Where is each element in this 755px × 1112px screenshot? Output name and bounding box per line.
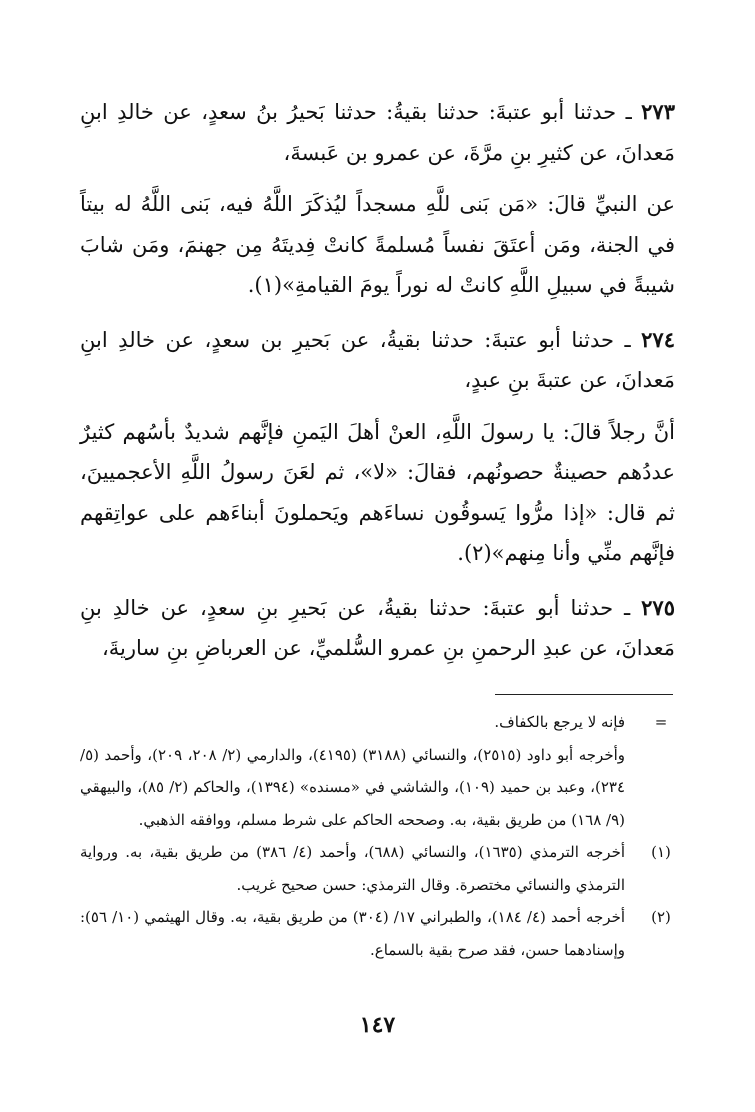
hadith-273-isnad: [80, 92, 675, 173]
footnote-mark: (١): [651, 843, 671, 861]
main-text: [80, 92, 675, 669]
footnote-continuation: [80, 706, 675, 836]
hadith-number: ٢٧٥: [641, 594, 675, 620]
isnad-text: ـ حدثنا أبو عتبةَ: حدثنا بقيةُ، عن بَحيرِ بنِ سعدٍ، عن خالدِ بنِ مَعدانَ، عن عبدِ الرحمنِ بنِ عمرو السُّلميِّ، عن العرباضِ بنِ ساريةَ،: [80, 595, 675, 660]
footnote-divider: [495, 694, 673, 695]
footnote-line: أخرجه أحمد (٤/ ١٨٤)، والطبراني ١٧/ (٣٠٤) من طريق بقية، به. وقال الهيثمي (١٠/ ٥٦): وإسنادهما حسن، فقد صرح بقية بالسماع.: [80, 908, 626, 959]
hadith-274-isnad: [80, 320, 675, 401]
footnotes: [80, 706, 675, 966]
footnote-line: وأخرجه أبو داود (٢٥١٥)، والنسائي (٣١٨٨) (٤١٩٥)، والدارمي (٢/ ٢٠٨، ٢٠٩)، وأحمد (٥/ ٢٣٤)، وعبد بن حميد (١٠٩)، والشاشي في «مسنده» (١٣٩٤)، والحاكم (٢/ ٨٥)، والبيهقي (٩/ ١٦٨) من طريق بقية، به. وصححه الحاكم على شرط مسلم، ووافقه الذهبي.: [80, 745, 626, 829]
page-number: ١٤٧: [359, 1012, 396, 1038]
footnote-1: [80, 836, 675, 901]
hadith-275-isnad: [80, 588, 675, 669]
footnote-2: [80, 901, 675, 966]
isnad-text: ـ حدثنا أبو عتبةَ: حدثنا بقيةُ، عن بَحيرِ بن سعدٍ، عن خالدِ ابنِ مَعدانَ، عن عتبةَ بنِ عبدٍ،: [80, 327, 675, 392]
isnad-text: ـ حدثنا أبو عتبةَ: حدثنا بقيةُ: حدثنا بَحيرُ بنُ سعدٍ، عن خالدِ ابنِ مَعدانَ، عن كثيرِ بنِ مرَّةَ، عن عمرو بن عَبسةَ،: [80, 100, 675, 165]
footnote-line: أخرجه الترمذي (١٦٣٥)، والنسائي (٦٨٨)، وأحمد (٤/ ٣٨٦) من طريق بقية، به. ورواية الترمذي والنسائي مختصرة. وقال الترمذي: حسن صحيح غريب.: [80, 843, 626, 894]
hadith-number: ٢٧٤: [641, 326, 675, 352]
footnote-mark: (٢): [651, 908, 671, 926]
hadith-273-matn: عن النبيِّ قالَ: «مَن بَنى للَّهِ مسجداً ليُذكَرَ اللَّهُ فيه، بَنى اللَّهُ له بيتاً في الجنة، ومَن أعتَقَ نفساً مُسلمةً كانتْ فِديتَهُ مِن جهنمَ، ومَن شابَ شيبةً في سبيلِ اللَّهِ كانتْ له نوراً يومَ القيامةِ»(١).: [80, 192, 675, 297]
footnote-mark: =: [654, 713, 668, 731]
hadith-274-matn: أنَّ رجلاً قالَ: يا رسولَ اللَّهِ، العنْ أهلَ اليَمنِ فإنَّهم شديدٌ بأسُهم كثيرٌ عددُهم حصينةٌ حصونُهم، فقالَ: «لا»، ثم لعَنَ رسولُ اللَّهِ الأعجميينَ، ثم قال: «إذا مرُّوا يَسوقُون نساءَهم ويَحملونَ أبناءَهم على عواتِقهم فإنَّهم منِّي وأنا مِنهم»(٢).: [80, 419, 675, 565]
hadith-number: ٢٧٣: [641, 99, 675, 124]
footnote-line: فإنه لا يرجع بالكفاف.: [494, 713, 625, 731]
